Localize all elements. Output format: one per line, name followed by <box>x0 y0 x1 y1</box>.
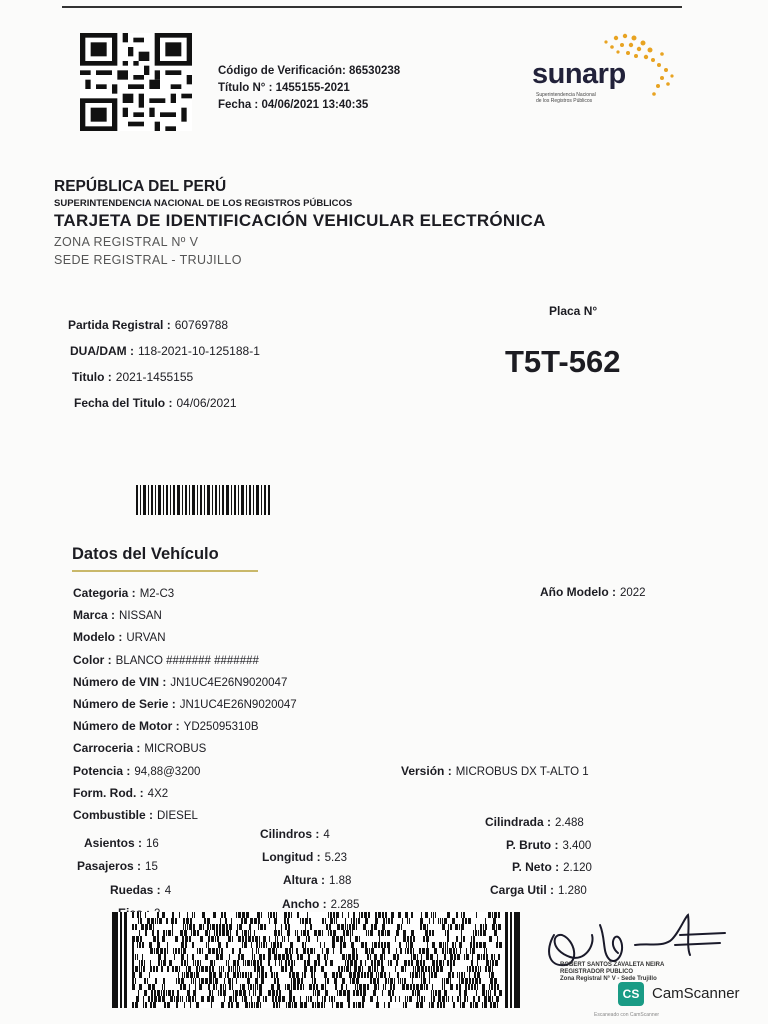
asientos: Asientos : 16 <box>84 836 159 850</box>
vehicle-row: Carroceria : MICROBUS <box>73 741 207 756</box>
sede-registral: SEDE REGISTRAL - TRUJILLO <box>54 253 242 267</box>
verification-code: Código de Verificación: 86530238 <box>218 65 401 77</box>
vehicle-row: Color : BLANCO ####### ####### <box>73 652 259 667</box>
longitud: Longitud : 5.23 <box>262 850 348 864</box>
vehicle-row: Número de Motor : YD25095310B <box>73 719 259 734</box>
verification-block <box>218 63 400 114</box>
vehicle-row: Form. Rod. : 4X2 <box>73 785 169 800</box>
camscanner-watermark <box>618 982 756 1008</box>
sunarp-logo <box>526 30 716 116</box>
registry-row: Titulo : 2021-1455155 <box>72 370 194 384</box>
cilindros: Cilindros : 4 <box>260 827 330 841</box>
altura: Altura : 1.88 <box>283 873 352 887</box>
vehicle-row: Combustible : DIESEL <box>73 807 198 822</box>
section-underline <box>72 570 258 572</box>
vehicle-row: Número de Serie : JN1UC4E26N9020047 <box>73 696 297 711</box>
country-name: REPÚBLICA DEL PERÚ <box>54 178 227 195</box>
camscanner-logo-icon: CS <box>618 982 644 1006</box>
registry-row: Partida Registral : 60769788 <box>68 318 229 332</box>
plate-label: Placa N° <box>549 304 598 318</box>
vehicle-row: Modelo : URVAN <box>73 630 166 645</box>
carga-util: Carga Util : 1.280 <box>490 883 587 897</box>
vehicle-row: Categoria : M2-C3 <box>73 586 175 600</box>
document-title: TARJETA DE IDENTIFICACIÓN VEHICULAR ELECTRÓNICA <box>54 211 546 230</box>
qr-code <box>80 33 192 131</box>
title-number: Título N° : 1455155-2021 <box>218 82 350 94</box>
pdf417-barcode <box>112 912 520 1008</box>
zona-registral: ZONA REGISTRAL Nº V <box>54 235 199 249</box>
signature-name: ROBERT SANTOS ZAVALETA NEIRA REGISTRADOR PUBLICO Zona Registral N° V - Sede Trujillo <box>560 962 665 982</box>
plate-number: T5T-562 <box>505 344 621 379</box>
document-header <box>54 178 546 267</box>
vehicle-data-list <box>73 582 297 826</box>
registry-info <box>68 312 260 416</box>
sunarp-wordmark: sunarp <box>532 58 626 90</box>
ancho: Ancho : 2.285 <box>282 897 360 911</box>
peso-neto: P. Neto : 2.120 <box>512 860 592 874</box>
agency-name: SUPERINTENDENCIA NACIONAL DE LOS REGISTROS PÚBLICOS <box>54 198 353 209</box>
anio-modelo: Año Modelo : 2022 <box>540 585 646 599</box>
vehicle-row: Número de VIN : JN1UC4E26N9020047 <box>73 674 288 689</box>
camscanner-label: CamScanner <box>652 985 740 1002</box>
vehicle-section-title: Datos del Vehículo <box>72 545 219 563</box>
vehicle-row: Marca : NISSAN <box>73 608 162 623</box>
pasajeros: Pasajeros : 15 <box>77 859 158 873</box>
cilindrada: Cilindrada : 2.488 <box>485 815 584 829</box>
registry-row: DUA/DAM : 118-2021-10-125188-1 <box>70 344 260 358</box>
vehicle-row: Potencia : 94,88@3200 <box>73 763 201 778</box>
ruedas: Ruedas : 4 <box>110 883 172 897</box>
sunarp-tagline: Superintendencia Nacional de los Registros Públicos <box>536 92 596 104</box>
scanned-footer: Escaneado con CamScanner <box>594 1012 660 1018</box>
top-border-line <box>62 6 682 8</box>
document-barcode <box>136 485 270 515</box>
peso-bruto: P. Bruto : 3.400 <box>506 838 592 852</box>
registry-row: Fecha del Titulo : 04/06/2021 <box>74 396 237 410</box>
version: Versión : MICROBUS DX T-ALTO 1 <box>401 764 589 778</box>
issue-date: Fecha : 04/06/2021 13:40:35 <box>218 99 369 111</box>
